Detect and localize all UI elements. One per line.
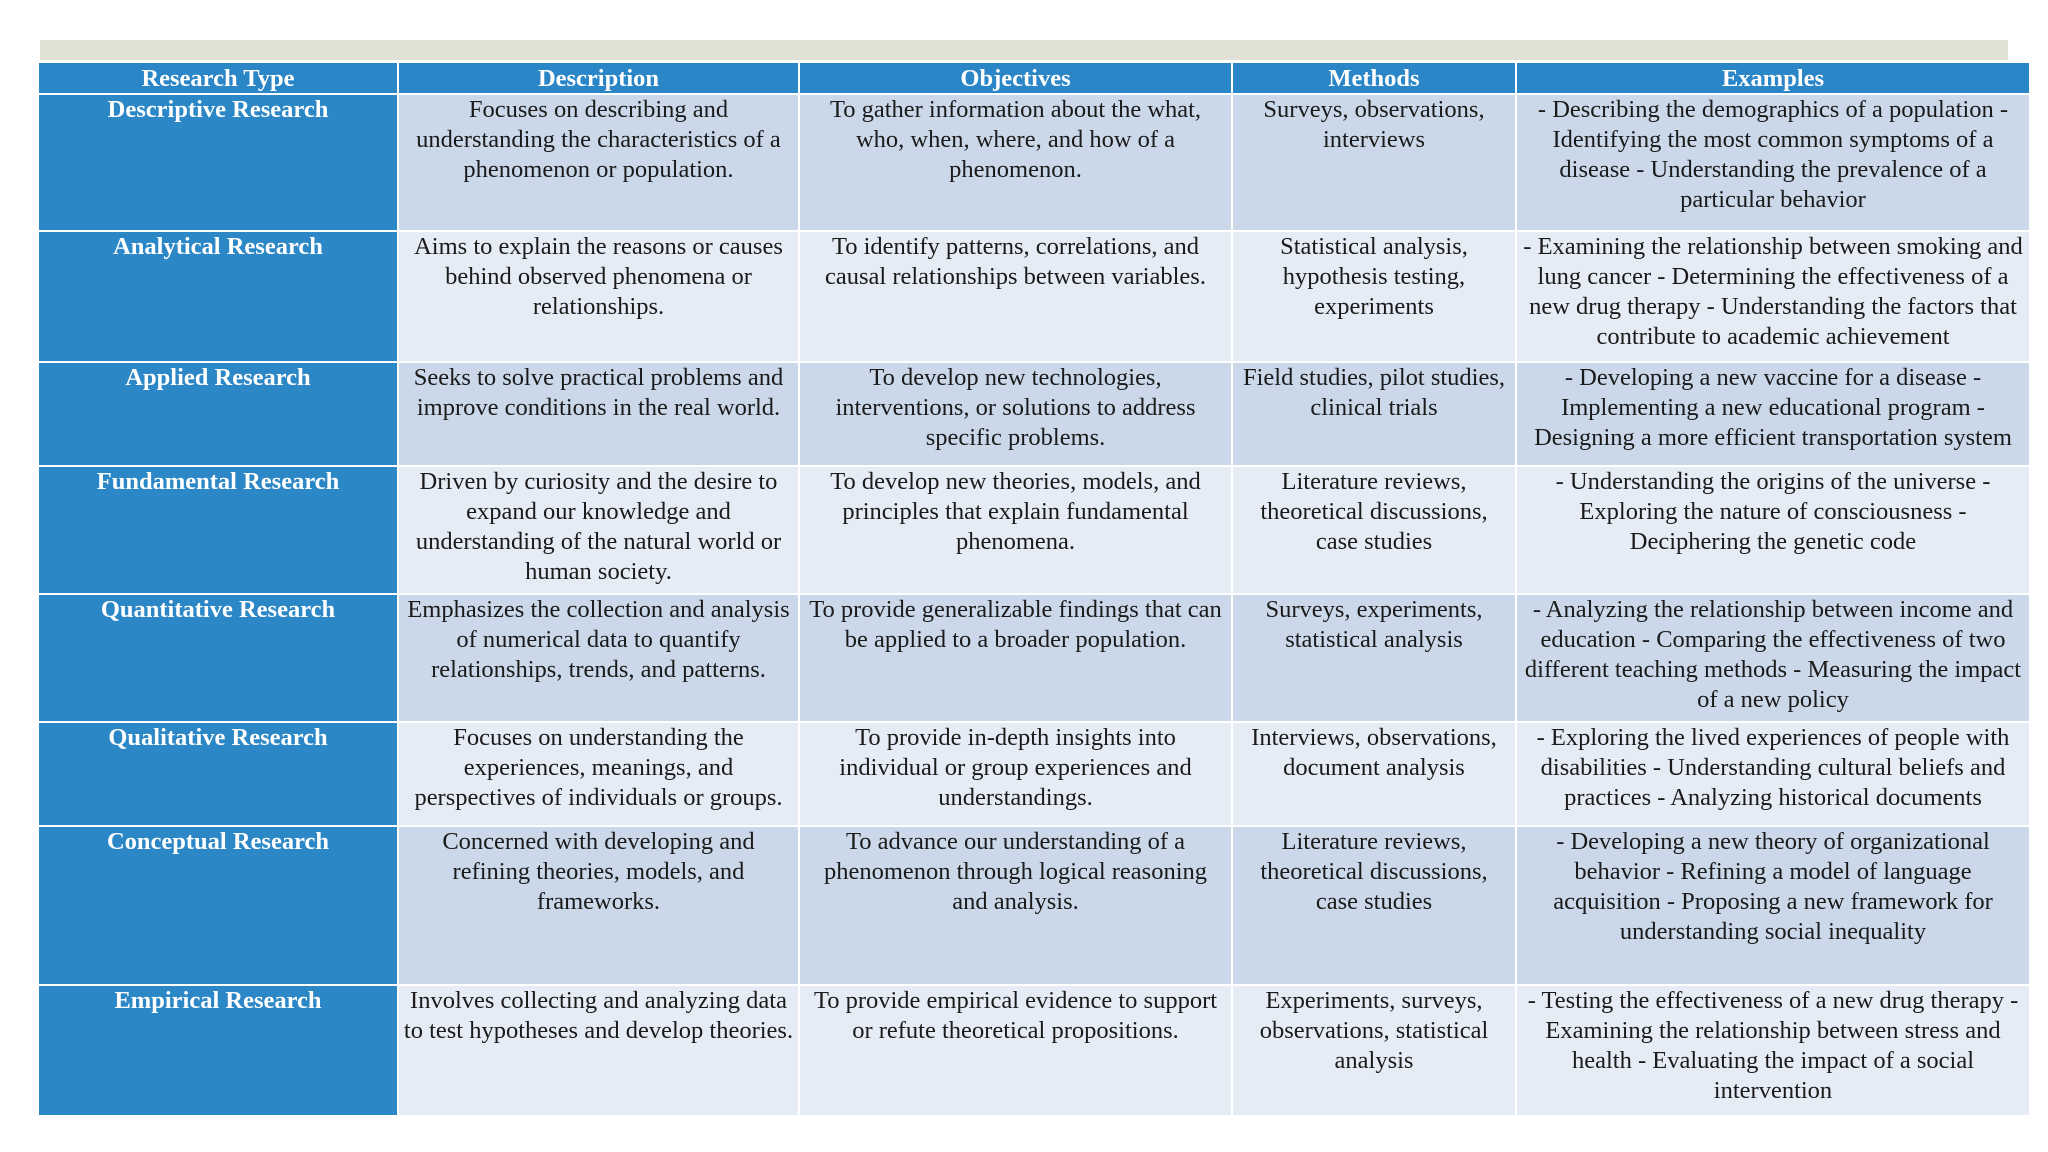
research-type-cell: Conceptual Research [38,826,398,985]
top-accent-bar [40,40,2008,60]
research-types-table [37,61,2031,1117]
examples-cell: - Analyzing the relationship between income and education - Comparing the effectiveness of two different teaching methods - Measuring the impact of a new policy [1516,594,2030,722]
table-row [38,231,2030,362]
research-type-cell: Descriptive Research [38,94,398,231]
methods-cell: Literature reviews, theoretical discussions, case studies [1232,466,1516,594]
table-row [38,466,2030,594]
examples-cell: - Describing the demographics of a population - Identifying the most common symptoms of a disease - Understanding the prevalence of a particular behavior [1516,94,2030,231]
description-cell: Concerned with developing and refining theories, models, and frameworks. [398,826,799,985]
methods-cell: Field studies, pilot studies, clinical trials [1232,362,1516,466]
description-cell: Focuses on understanding the experiences, meanings, and perspectives of individuals or groups. [398,722,799,826]
description-cell: Involves collecting and analyzing data to test hypotheses and develop theories. [398,985,799,1116]
examples-cell: - Examining the relationship between smoking and lung cancer - Determining the effectiveness of a new drug therapy - Understanding the factors that contribute to academic achievement [1516,231,2030,362]
header-examples: Examples [1516,62,2030,94]
examples-cell: - Understanding the origins of the universe - Exploring the nature of consciousness - Deciphering the genetic code [1516,466,2030,594]
header-methods: Methods [1232,62,1516,94]
header-research-type: Research Type [38,62,398,94]
methods-cell: Surveys, experiments, statistical analysis [1232,594,1516,722]
objectives-cell: To provide in-depth insights into individual or group experiences and understandings. [799,722,1232,826]
table-header-row [38,62,2030,94]
table-row [38,985,2030,1116]
header-description: Description [398,62,799,94]
objectives-cell: To provide generalizable findings that can be applied to a broader population. [799,594,1232,722]
methods-cell: Surveys, observations, interviews [1232,94,1516,231]
research-type-cell: Quantitative Research [38,594,398,722]
description-cell: Focuses on describing and understanding the characteristics of a phenomenon or population. [398,94,799,231]
examples-cell: - Developing a new theory of organizational behavior - Refining a model of language acquisition - Proposing a new framework for understanding social inequality [1516,826,2030,985]
examples-cell: - Developing a new vaccine for a disease - Implementing a new educational program - Designing a more efficient transportation system [1516,362,2030,466]
description-cell: Driven by curiosity and the desire to expand our knowledge and understanding of the natural world or human society. [398,466,799,594]
table-row [38,362,2030,466]
research-type-cell: Qualitative Research [38,722,398,826]
table-row [38,94,2030,231]
table-row [38,826,2030,985]
research-type-cell: Applied Research [38,362,398,466]
methods-cell: Experiments, surveys, observations, statistical analysis [1232,985,1516,1116]
examples-cell: - Testing the effectiveness of a new drug therapy - Examining the relationship between stress and health - Evaluating the impact of a social intervention [1516,985,2030,1116]
objectives-cell: To develop new technologies, interventions, or solutions to address specific problems. [799,362,1232,466]
header-objectives: Objectives [799,62,1232,94]
objectives-cell: To advance our understanding of a phenomenon through logical reasoning and analysis. [799,826,1232,985]
objectives-cell: To gather information about the what, who, when, where, and how of a phenomenon. [799,94,1232,231]
description-cell: Seeks to solve practical problems and improve conditions in the real world. [398,362,799,466]
objectives-cell: To develop new theories, models, and principles that explain fundamental phenomena. [799,466,1232,594]
description-cell: Emphasizes the collection and analysis of numerical data to quantify relationships, trends, and patterns. [398,594,799,722]
research-type-cell: Analytical Research [38,231,398,362]
methods-cell: Literature reviews, theoretical discussions, case studies [1232,826,1516,985]
table-row [38,722,2030,826]
research-type-cell: Fundamental Research [38,466,398,594]
methods-cell: Statistical analysis, hypothesis testing, experiments [1232,231,1516,362]
objectives-cell: To provide empirical evidence to support or refute theoretical propositions. [799,985,1232,1116]
table-row [38,594,2030,722]
methods-cell: Interviews, observations, document analysis [1232,722,1516,826]
objectives-cell: To identify patterns, correlations, and causal relationships between variables. [799,231,1232,362]
examples-cell: - Exploring the lived experiences of people with disabilities - Understanding cultural beliefs and practices - Analyzing historical documents [1516,722,2030,826]
description-cell: Aims to explain the reasons or causes behind observed phenomena or relationships. [398,231,799,362]
research-type-cell: Empirical Research [38,985,398,1116]
